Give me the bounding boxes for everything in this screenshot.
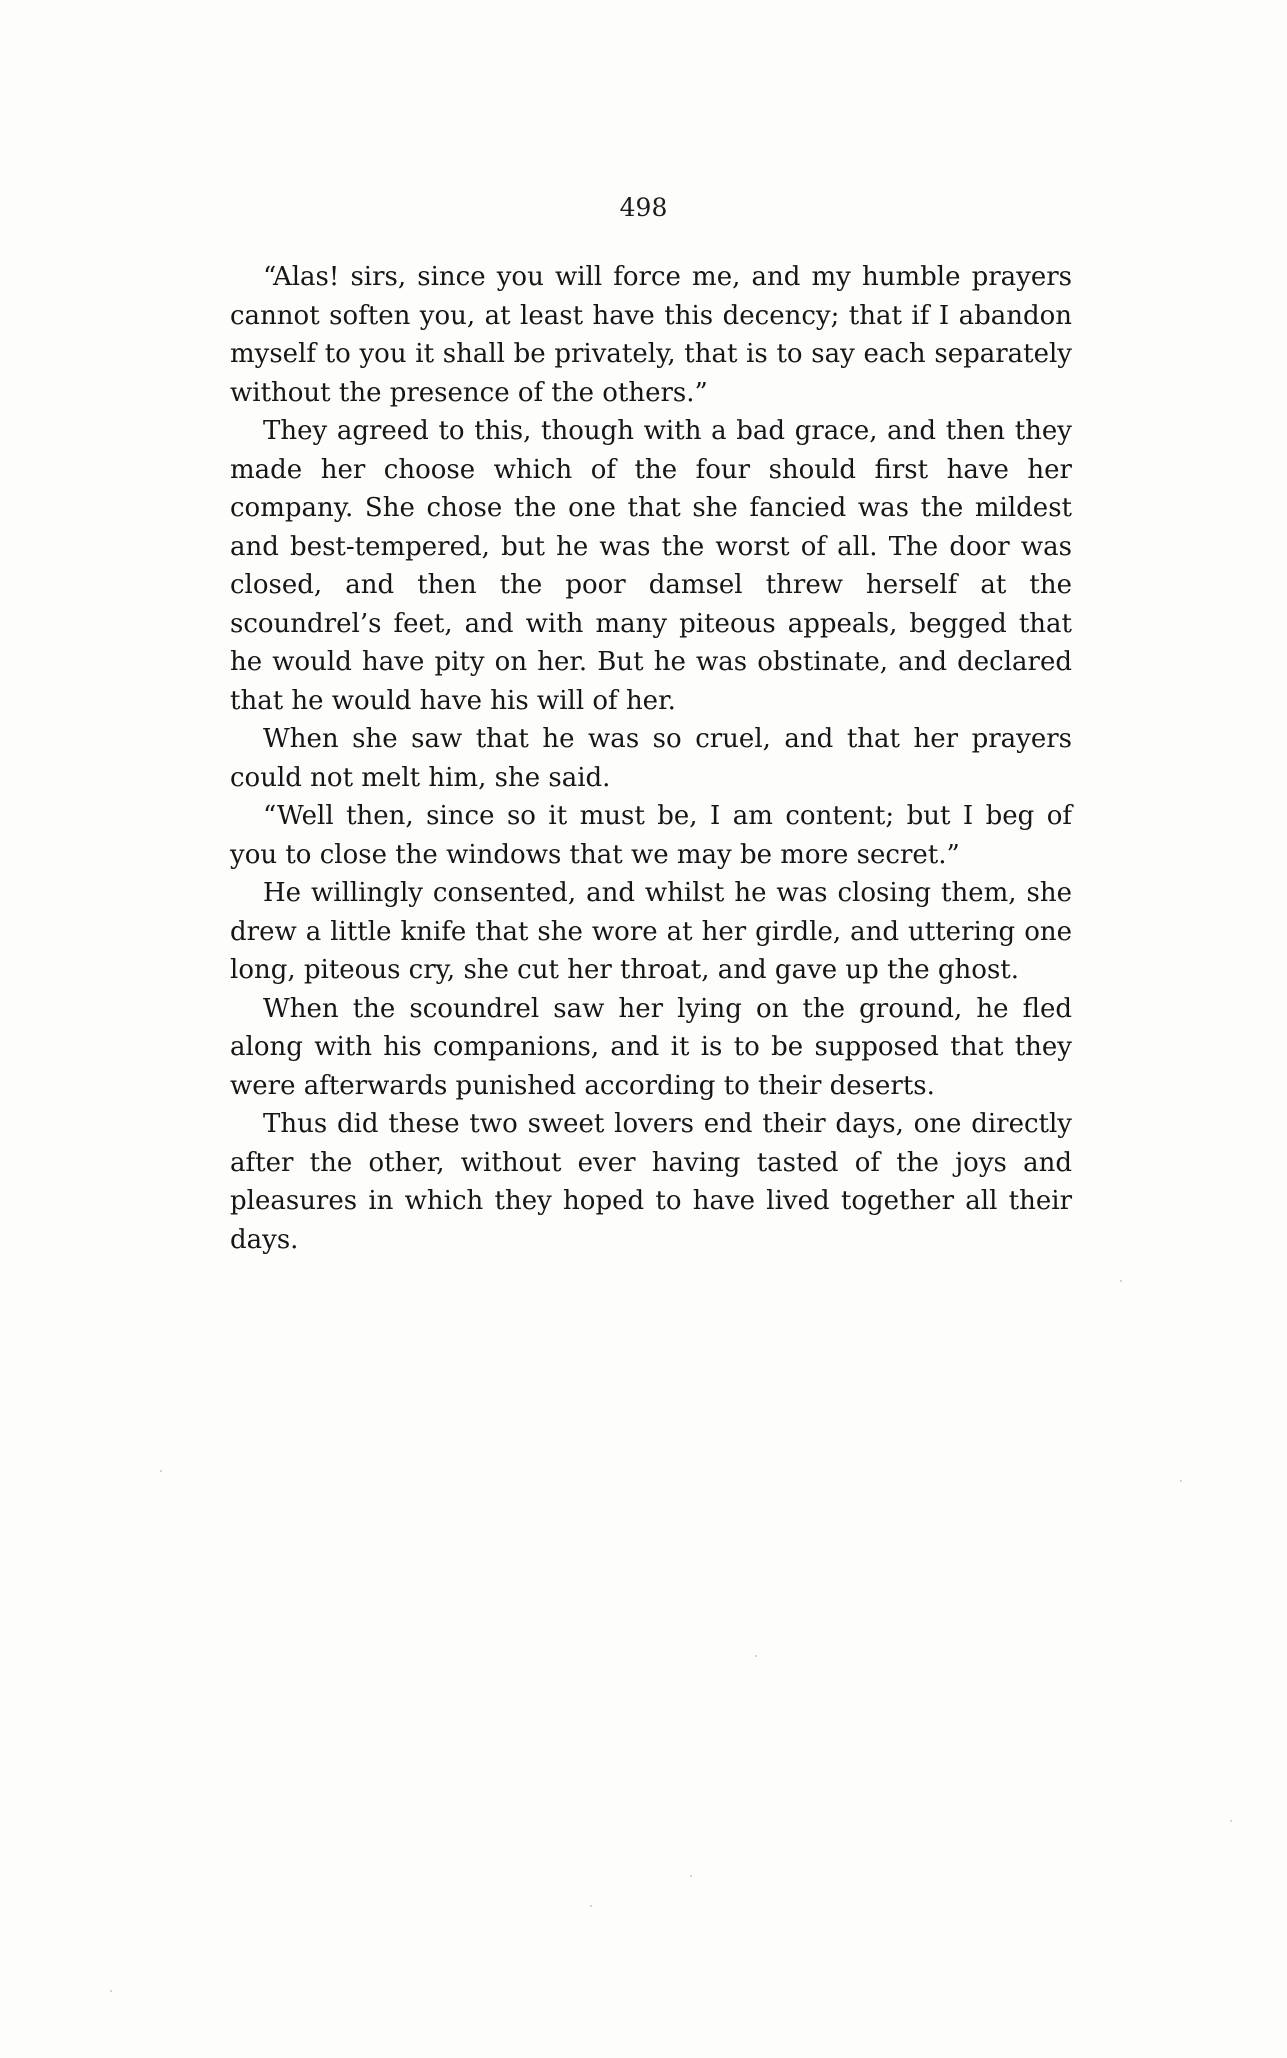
scan-speck <box>755 1655 757 1657</box>
paragraph: When she saw that he was so cruel, and that her prayers could not melt him, she said. <box>230 724 1072 793</box>
body-text <box>230 258 1072 1259</box>
scan-speck <box>160 1470 162 1472</box>
paragraph: He willingly consented, and whilst he was closing them, she drew a little knife that she wore at her girdle, and uttering one long, piteous cry, she cut her throat, and gave up the ghost. <box>230 878 1072 985</box>
scan-speck <box>590 1905 592 1907</box>
paragraph: “Alas! sirs, since you will force me, and my humble prayers cannot soften you, at least have this decency; that if I abandon myself to you it shall be privately, that is to say each separately without the presence of the others.” <box>230 262 1072 408</box>
paragraph: When the scoundrel saw her lying on the ground, he fled along with his companions, and it is to be supposed that they were afterwards punished according to their deserts. <box>230 993 1072 1101</box>
paragraph: Thus did these two sweet lovers end their days, one directly after the other, without ever having tasted of the joys and pleasures in which they hoped to have lived together all their days. <box>230 1109 1072 1255</box>
scan-speck <box>110 1990 112 1992</box>
paragraph: “Well then, since so it must be, I am content; but I beg of you to close the windows that we may be more secret.” <box>230 801 1072 870</box>
page-number: 498 <box>619 193 668 222</box>
scan-speck <box>1120 1280 1122 1282</box>
scan-speck <box>1180 1480 1182 1482</box>
paragraph: They agreed to this, though with a bad grace, and then they made her choose which of the four should first have her company. She chose the one that she fancied was the mildest and best-tempered, but he was the worst of all. The door was closed, and then the poor damsel threw herself at the scoundrel’s feet, and with many piteous appeals, begged that he would have pity on her. But he was obstinate, and declared that he would have his will of her. <box>230 416 1072 716</box>
scan-speck <box>1230 1820 1232 1822</box>
scan-speck <box>690 1875 692 1877</box>
